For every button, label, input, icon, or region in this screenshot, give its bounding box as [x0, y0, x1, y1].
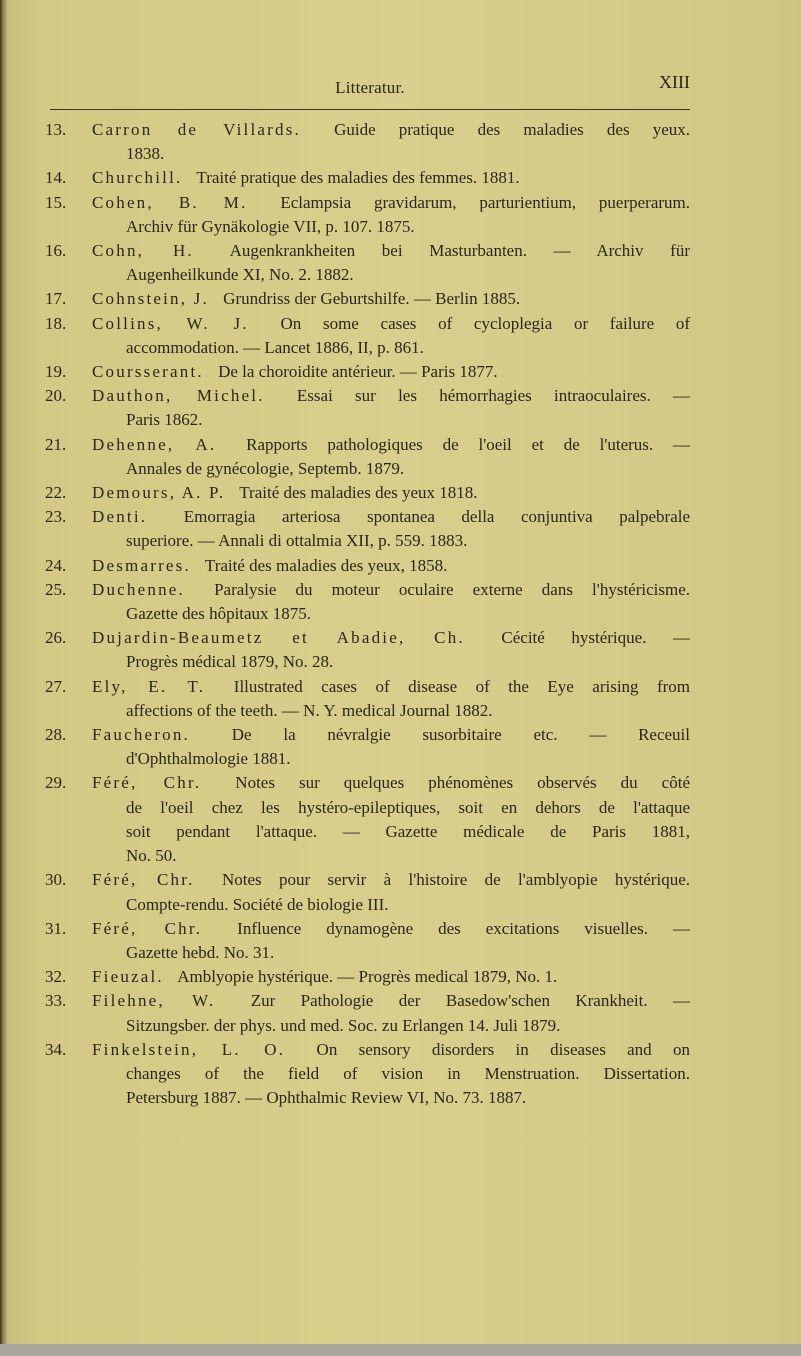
entry-text: Rapports pathologiques de l'oeil et de l'uterus. —: [246, 434, 691, 454]
entry-author: Féré, Chr.: [92, 918, 203, 938]
entry-number: 29.: [45, 773, 67, 793]
entry-text: Gazette des hôpitaux 1875.: [126, 604, 312, 624]
entry-number: 13.: [45, 120, 67, 139]
entry-text: De la choroidite antérieur. — Paris 1877.: [218, 362, 498, 382]
bibliography-entry: [45, 384, 690, 432]
entry-author: Carron de Villards.: [92, 120, 301, 139]
bibliography-entry: [45, 191, 690, 239]
bibliography-entry: [45, 166, 690, 190]
entry-text: Archiv für Gynäkologie VII, p. 107. 1875.: [126, 216, 415, 236]
entry-author: Fieuzal.: [92, 967, 164, 987]
entry-text: Augenheilkunde XI, No. 2. 1882.: [126, 265, 354, 285]
entry-number: 25.: [45, 579, 67, 599]
entry-text: On some cases of cycloplegia or failure of: [280, 313, 690, 333]
entry-line: [92, 723, 690, 747]
entry-text: superiore. — Annali di ottalmia XII, p. 559. 1883.: [126, 531, 468, 551]
entry-text: Zur Pathologie der Basedow'schen Krankheit. —: [250, 991, 690, 1011]
bibliography-entry: [45, 481, 690, 505]
entry-line: [126, 142, 690, 166]
entry-text: Traité pratique des maladies des femmes. 1881.: [196, 168, 520, 188]
page-number: XIII: [659, 72, 690, 92]
entry-line: [92, 360, 690, 384]
entry-text: Petersburg 1887. — Ophthalmic Review VI, No. 73. 1887.: [126, 1088, 527, 1108]
entry-text: Traité des maladies des yeux 1818.: [239, 483, 478, 503]
entry-line: [92, 118, 690, 142]
bibliography-list: [45, 118, 690, 1110]
entry-text: Illustrated cases of disease of the Eye arising from: [233, 676, 691, 696]
entry-line: [92, 433, 690, 457]
entry-author: Cohn, H.: [92, 241, 194, 261]
entry-author: Denti.: [92, 507, 148, 527]
entry-author: Dujardin-Beaumetz et Abadie, Ch.: [92, 628, 465, 648]
entry-text: Paris 1862.: [126, 410, 203, 430]
entry-author: Cohnstein, J.: [92, 289, 209, 309]
entry-line: [126, 796, 690, 820]
entry-line: [126, 408, 690, 432]
entry-line: [126, 820, 690, 844]
entry-text: Gazette hebd. No. 31.: [126, 942, 275, 962]
entry-text: Amblyopie hystérique. — Progrès medical 1879, No. 1.: [177, 967, 558, 987]
entry-author: Duchenne.: [92, 579, 185, 599]
entry-number: 27.: [45, 676, 67, 696]
entry-text: Progrès médical 1879, No. 28.: [126, 652, 334, 672]
entry-text: Notes pour servir à l'histoire de l'amblyopie hystérique.: [221, 870, 690, 890]
entry-number: 31.: [45, 918, 67, 938]
bibliography-entry: [45, 723, 690, 771]
entry-text: Eclampsia gravidarum, parturientium, puerperarum.: [280, 192, 690, 212]
entry-line: [126, 263, 690, 287]
entry-number: 21.: [45, 434, 67, 454]
entry-author: Ely, E. T.: [92, 676, 206, 696]
entry-line: [126, 1014, 690, 1038]
entry-line: [92, 771, 690, 795]
running-title: Litteratur.: [335, 78, 405, 97]
entry-text: Influence dynamogène des excitations visuelles. —: [237, 918, 690, 938]
entry-line: [92, 989, 690, 1013]
entry-line: [126, 1086, 690, 1110]
entry-line: [92, 312, 690, 336]
bibliography-entry: [45, 118, 690, 166]
entry-author: Féré, Chr.: [92, 870, 195, 890]
bibliography-entry: [45, 917, 690, 965]
entry-line: [126, 747, 690, 771]
entry-text: Traité des maladies des yeux, 1858.: [204, 555, 448, 575]
entry-line: [92, 1038, 690, 1062]
entry-number: 18.: [45, 313, 67, 333]
entry-text: Emorragia arteriosa spontanea della conjuntiva palpebrale: [183, 507, 691, 527]
entry-line: [92, 675, 690, 699]
entry-number: 17.: [45, 289, 67, 309]
entry-line: [126, 457, 690, 481]
entry-author: Coursserant.: [92, 362, 204, 382]
entry-author: Collins, W. J.: [92, 313, 249, 333]
entry-author: Féré, Chr.: [92, 773, 202, 793]
entry-author: Faucheron.: [92, 725, 191, 745]
entry-number: 28.: [45, 725, 67, 745]
entry-line: [126, 336, 690, 360]
entry-line: [92, 868, 690, 892]
entry-text: On sensory disorders in diseases and on: [316, 1039, 690, 1059]
bibliography-entry: [45, 239, 690, 287]
entry-text: Annales de gynécologie, Septemb. 1879.: [126, 458, 405, 478]
entry-line: [92, 965, 690, 989]
bibliography-entry: [45, 868, 690, 916]
entry-line: [126, 529, 690, 553]
bibliography-entry: [45, 360, 690, 384]
entry-line: [126, 699, 690, 723]
entry-line: [92, 239, 690, 263]
entry-line: [126, 941, 690, 965]
entry-text: d'Ophthalmologie 1881.: [126, 749, 291, 769]
entry-text: De la névralgie susorbitaire etc. — Receuil: [231, 725, 690, 745]
entry-line: [126, 215, 690, 239]
entry-text: Essai sur les hémorrhagies intraoculaires. —: [296, 386, 691, 406]
bibliography-entry: [45, 287, 690, 311]
entry-line: [92, 191, 690, 215]
entry-line: [126, 844, 690, 868]
entry-author: Finkelstein, L. O.: [92, 1039, 286, 1059]
entry-line: [126, 650, 690, 674]
entry-line: [92, 917, 690, 941]
bibliography-entry: [45, 771, 690, 868]
bibliography-entry: [45, 626, 690, 674]
bibliography-entry: [45, 1038, 690, 1111]
entry-text: Notes sur quelques phénomènes observés du côté: [235, 773, 690, 793]
entry-author: Dehenne, A.: [92, 434, 217, 454]
entry-text: Guide pratique des maladies des yeux.: [334, 120, 690, 139]
entry-author: Churchill.: [92, 168, 183, 188]
entry-number: 19.: [45, 362, 67, 382]
entry-line: [92, 554, 690, 578]
entry-author: Cohen, B. M.: [92, 192, 248, 212]
entry-number: 22.: [45, 483, 67, 503]
entry-text: Cécité hystérique. —: [501, 628, 690, 648]
entry-line: [92, 384, 690, 408]
entry-text: Augenkrankheiten bei Masturbanten. — Archiv für: [229, 241, 691, 261]
entry-number: 14.: [45, 168, 67, 188]
entry-number: 33.: [45, 991, 67, 1011]
entry-line: [126, 893, 690, 917]
page-bottom-edge: [0, 1344, 801, 1356]
entry-line: [92, 166, 690, 190]
entry-author: Demours, A. P.: [92, 483, 226, 503]
entry-number: 32.: [45, 967, 67, 987]
entry-text: affections of the teeth. — N. Y. medical Journal 1882.: [126, 700, 493, 720]
bibliography-entry: [45, 433, 690, 481]
entry-text: changes of the field of vision in Menstruation. Dissertation.: [126, 1063, 690, 1083]
entry-number: 26.: [45, 628, 67, 648]
entry-author: Desmarres.: [92, 555, 191, 575]
bibliography-entry: [45, 554, 690, 578]
entry-line: [92, 287, 690, 311]
bibliography-entry: [45, 989, 690, 1037]
entry-text: Compte-rendu. Société de biologie III.: [126, 894, 389, 914]
entry-number: 30.: [45, 870, 67, 890]
bibliography-entry: [45, 505, 690, 553]
entry-line: [92, 481, 690, 505]
entry-author: Filehne, W.: [92, 991, 216, 1011]
entry-line: [126, 1062, 690, 1086]
entry-line: [92, 505, 690, 529]
bibliography-entry: [45, 578, 690, 626]
entry-line: [92, 578, 690, 602]
entry-number: 20.: [45, 386, 67, 406]
entry-author: Dauthon, Michel.: [92, 386, 265, 406]
entry-text: No. 50.: [126, 846, 177, 866]
entry-text: de l'oeil chez les hystéro-epileptiques, soit en dehors de l'attaque: [126, 797, 690, 817]
bibliography-entry: [45, 675, 690, 723]
header-rule: [50, 109, 690, 110]
entry-text: Sitzungsber. der phys. und med. Soc. zu Erlangen 14. Juli 1879.: [126, 1015, 561, 1035]
entry-text: soit pendant l'attaque. — Gazette médicale de Paris 1881,: [126, 821, 690, 841]
entry-number: 16.: [45, 241, 67, 261]
entry-number: 34.: [45, 1039, 67, 1059]
entry-text: 1838.: [126, 144, 165, 164]
entry-line: [126, 602, 690, 626]
bibliography-entry: [45, 312, 690, 360]
entry-number: 24.: [45, 555, 67, 575]
entry-text: Grundriss der Geburtshilfe. — Berlin 1885.: [223, 289, 521, 309]
bibliography-entry: [45, 965, 690, 989]
page-header: [50, 72, 690, 112]
entry-text: Paralysie du moteur oculaire externe dans l'hystéricisme.: [214, 579, 691, 599]
entry-number: 15.: [45, 192, 67, 212]
entry-line: [92, 626, 690, 650]
entry-number: 23.: [45, 507, 67, 527]
entry-text: accommodation. — Lancet 1886, II, p. 861.: [126, 337, 424, 357]
